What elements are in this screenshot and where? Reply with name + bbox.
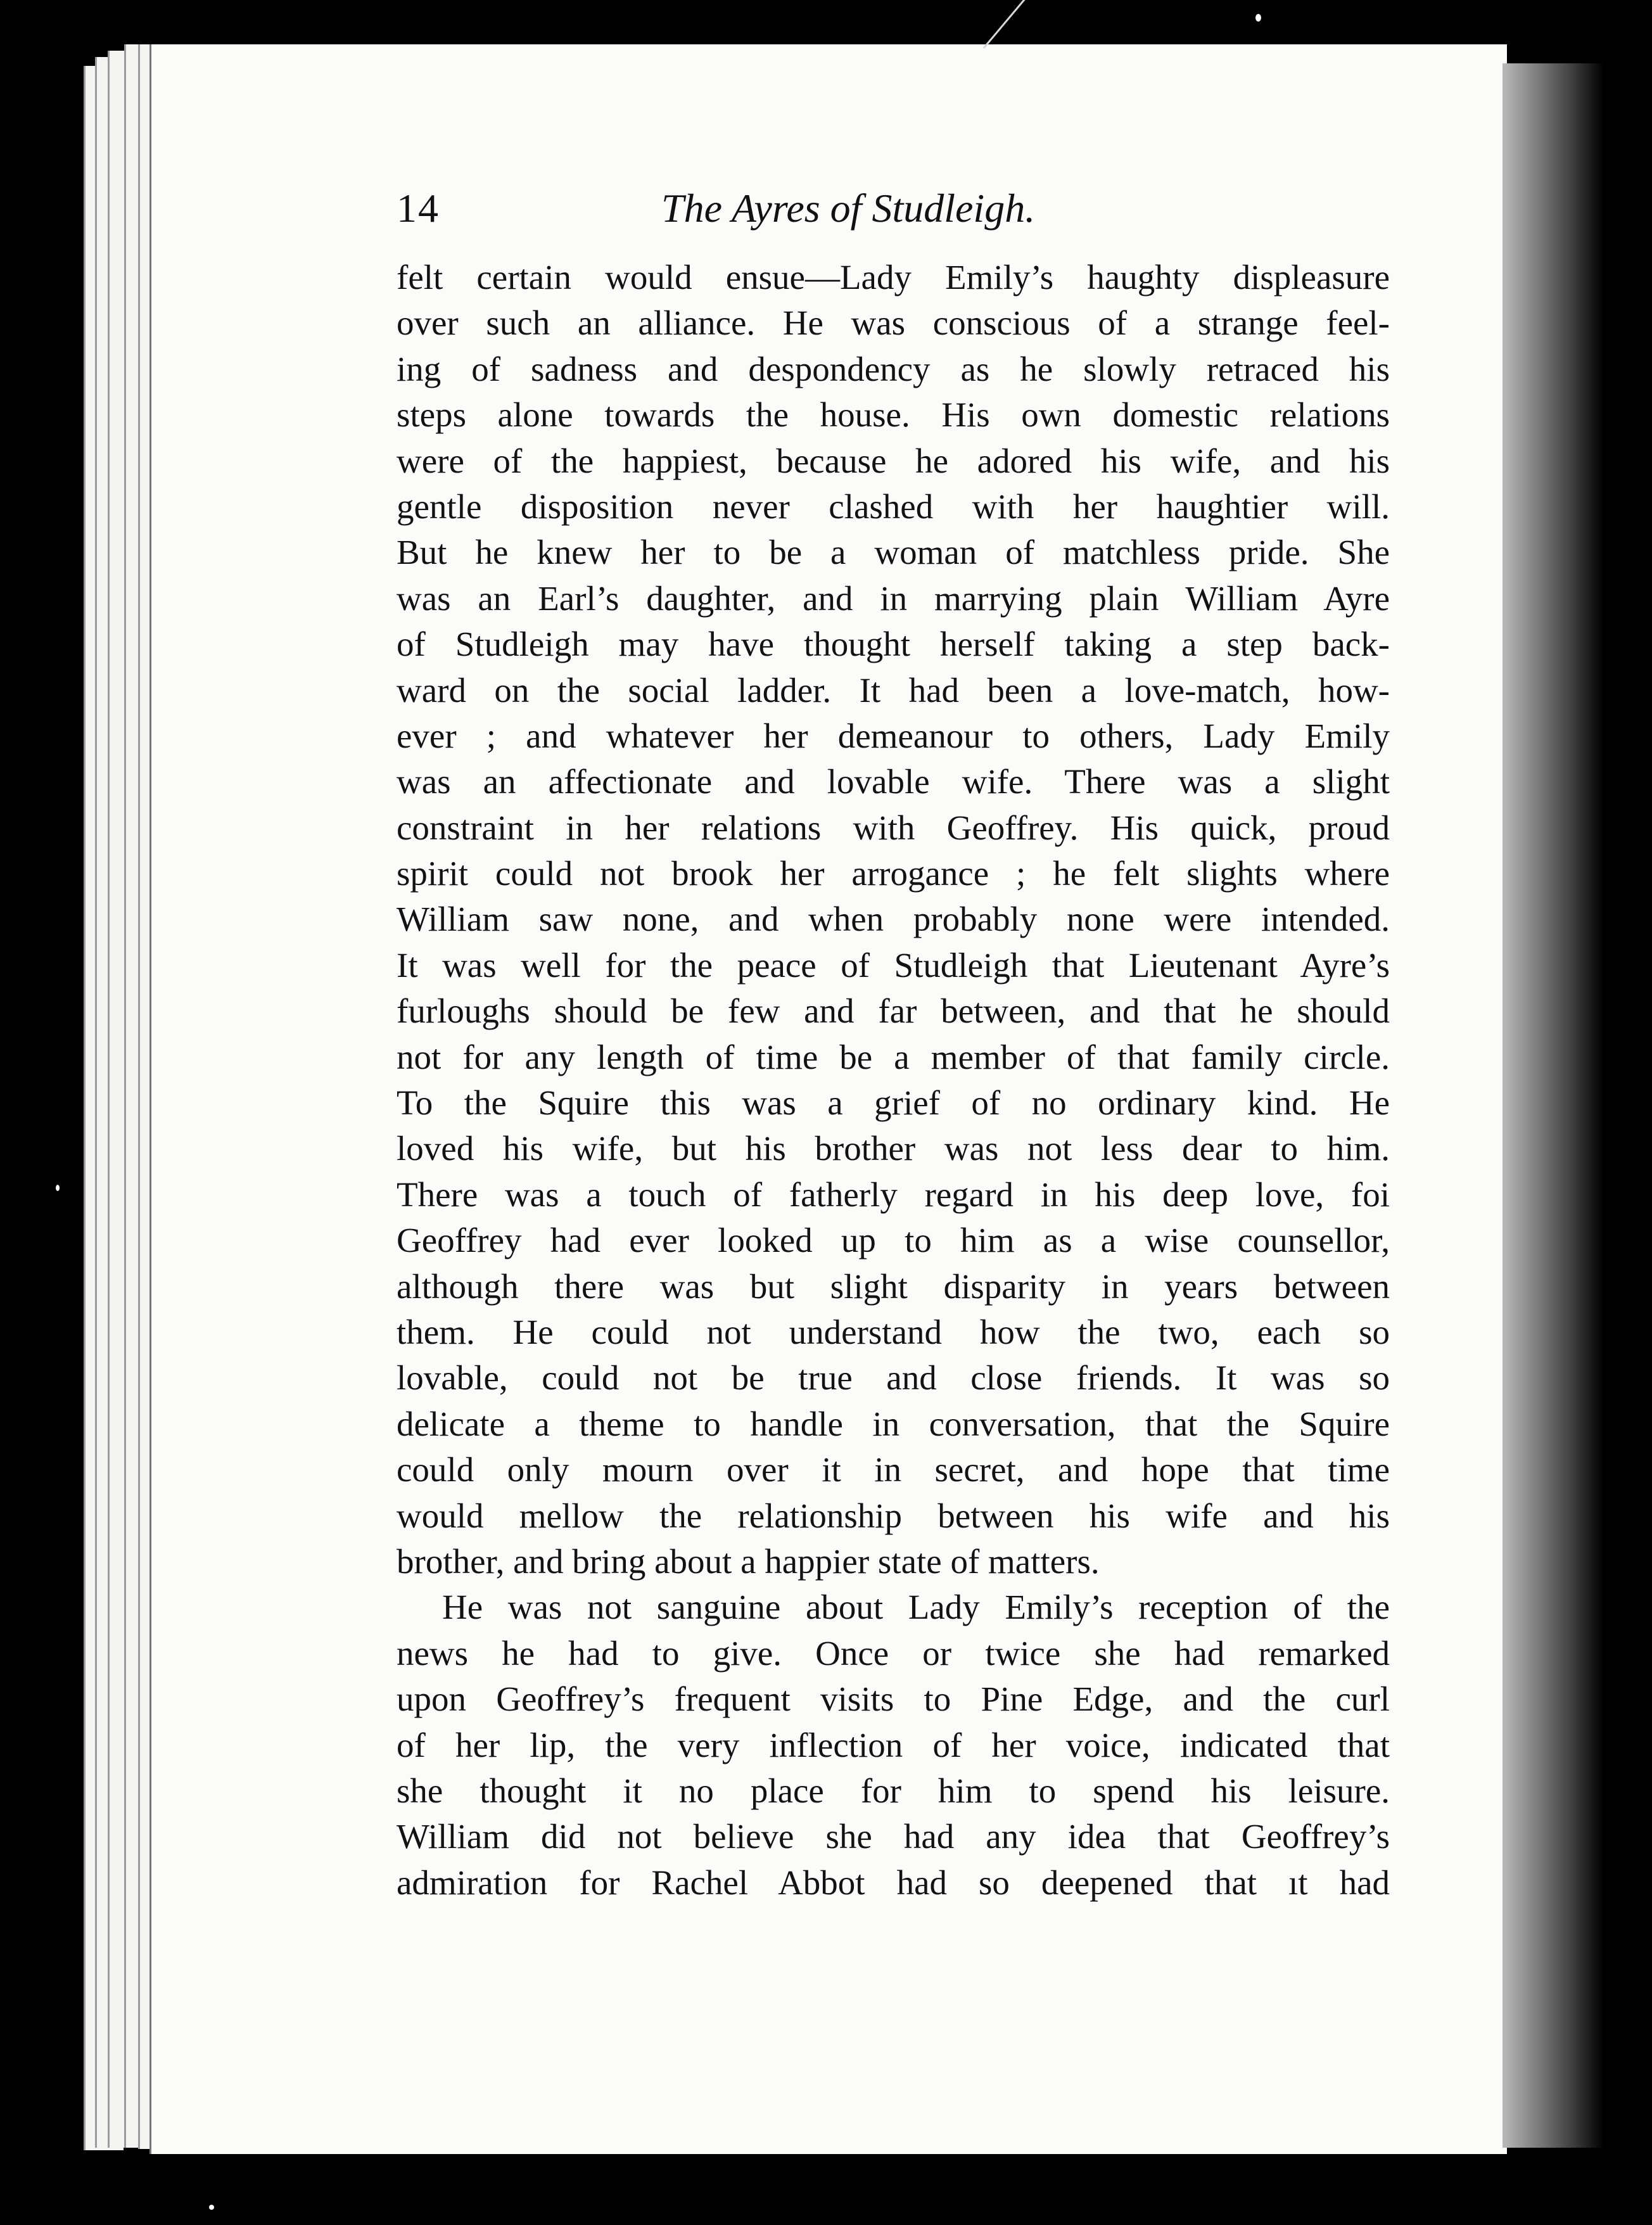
- text-line: furloughs should be few and far between, and that he should: [397, 991, 1390, 1031]
- text-line: could only mourn over it in secret, and hope that time: [397, 1450, 1390, 1489]
- text-line: of Studleigh may have thought herself taking a step back-: [397, 625, 1390, 664]
- text-line: felt certain would ensue—Lady Emily’s haughty displeasure: [397, 258, 1390, 296]
- text-line: He was not sanguine about Lady Emily’s reception of the: [442, 1588, 1390, 1627]
- text-line: was an affectionate and lovable wife. There was a slight: [397, 762, 1390, 801]
- text-line: although there was but slight disparity in years between: [397, 1266, 1390, 1306]
- text-line: admiration for Rachel Abbot had so deepened that ıt had: [397, 1863, 1390, 1902]
- text-line: William saw none, and when probably none were intended.: [397, 900, 1390, 939]
- text-line: ing of sadness and despondency as he slowly retraced his: [397, 349, 1390, 388]
- text-line: upon Geoffrey’s frequent visits to Pine Edge, and the curl: [397, 1680, 1390, 1719]
- scan-scratch: [983, 0, 1033, 49]
- text-line: Geoffrey had ever looked up to him as a wise counsellor,: [397, 1221, 1390, 1260]
- text-line: of her lip, the very inflection of her voice, indicated that: [397, 1725, 1390, 1764]
- scan-speck: [209, 2205, 214, 2210]
- body-text: [397, 255, 1390, 1906]
- text-line: over such an alliance. He was conscious of a strange feel-: [397, 303, 1390, 343]
- text-line: spirit could not brook her arrogance ; he felt slights where: [397, 854, 1390, 893]
- text-line: gentle disposition never clashed with her haughtier will.: [397, 487, 1390, 526]
- text-line: them. He could not understand how the two, each so: [397, 1312, 1390, 1351]
- text-line: loved his wife, but his brother was not less dear to him.: [397, 1129, 1390, 1168]
- text-line: constraint in her relations with Geoffrey. His quick, proud: [397, 808, 1390, 847]
- running-title: The Ayres of Studleigh.: [661, 186, 1036, 231]
- text-line: lovable, could not be true and close friends. It was so: [397, 1358, 1390, 1398]
- text-line: William did not believe she had any idea that Geoffrey’s: [397, 1817, 1390, 1856]
- text-line: news he had to give. Once or twice she had remarked: [397, 1633, 1390, 1673]
- page-number: 14: [397, 186, 440, 231]
- text-line: ward on the social ladder. It had been a love-match, how-: [397, 670, 1390, 710]
- scan-speck: [56, 1185, 60, 1191]
- text-line: delicate a theme to handle in conversation, that the Squire: [397, 1404, 1390, 1443]
- text-line: To the Squire this was a grief of no ordinary kind. He: [397, 1083, 1390, 1123]
- text-line: ever ; and whatever her demeanour to others, Lady Emily: [397, 716, 1390, 755]
- page-header: [397, 185, 1093, 242]
- text-line: she thought it no place for him to spend his leisure.: [397, 1771, 1390, 1810]
- scan-speck: [1255, 14, 1261, 22]
- text-line: But he knew her to be a woman of matchless pride. She: [397, 533, 1390, 572]
- binding-gutter-shadow: [1503, 63, 1604, 2148]
- text-line: It was well for the peace of Studleigh that Lieutenant Ayre’s: [397, 945, 1390, 985]
- text-line: There was a touch of fatherly regard in his deep love, foi: [397, 1175, 1390, 1214]
- text-line: would mellow the relationship between his wife and his: [397, 1496, 1390, 1535]
- text-line: not for any length of time be a member of that family circle.: [397, 1037, 1390, 1076]
- text-line: steps alone towards the house. His own domestic relations: [397, 395, 1390, 435]
- text-line: were of the happiest, because he adored his wife, and his: [397, 441, 1390, 480]
- text-line: was an Earl’s daughter, and in marrying plain William Ayre: [397, 578, 1390, 618]
- text-line: brother, and bring about a happier state of matters.: [397, 1541, 1100, 1581]
